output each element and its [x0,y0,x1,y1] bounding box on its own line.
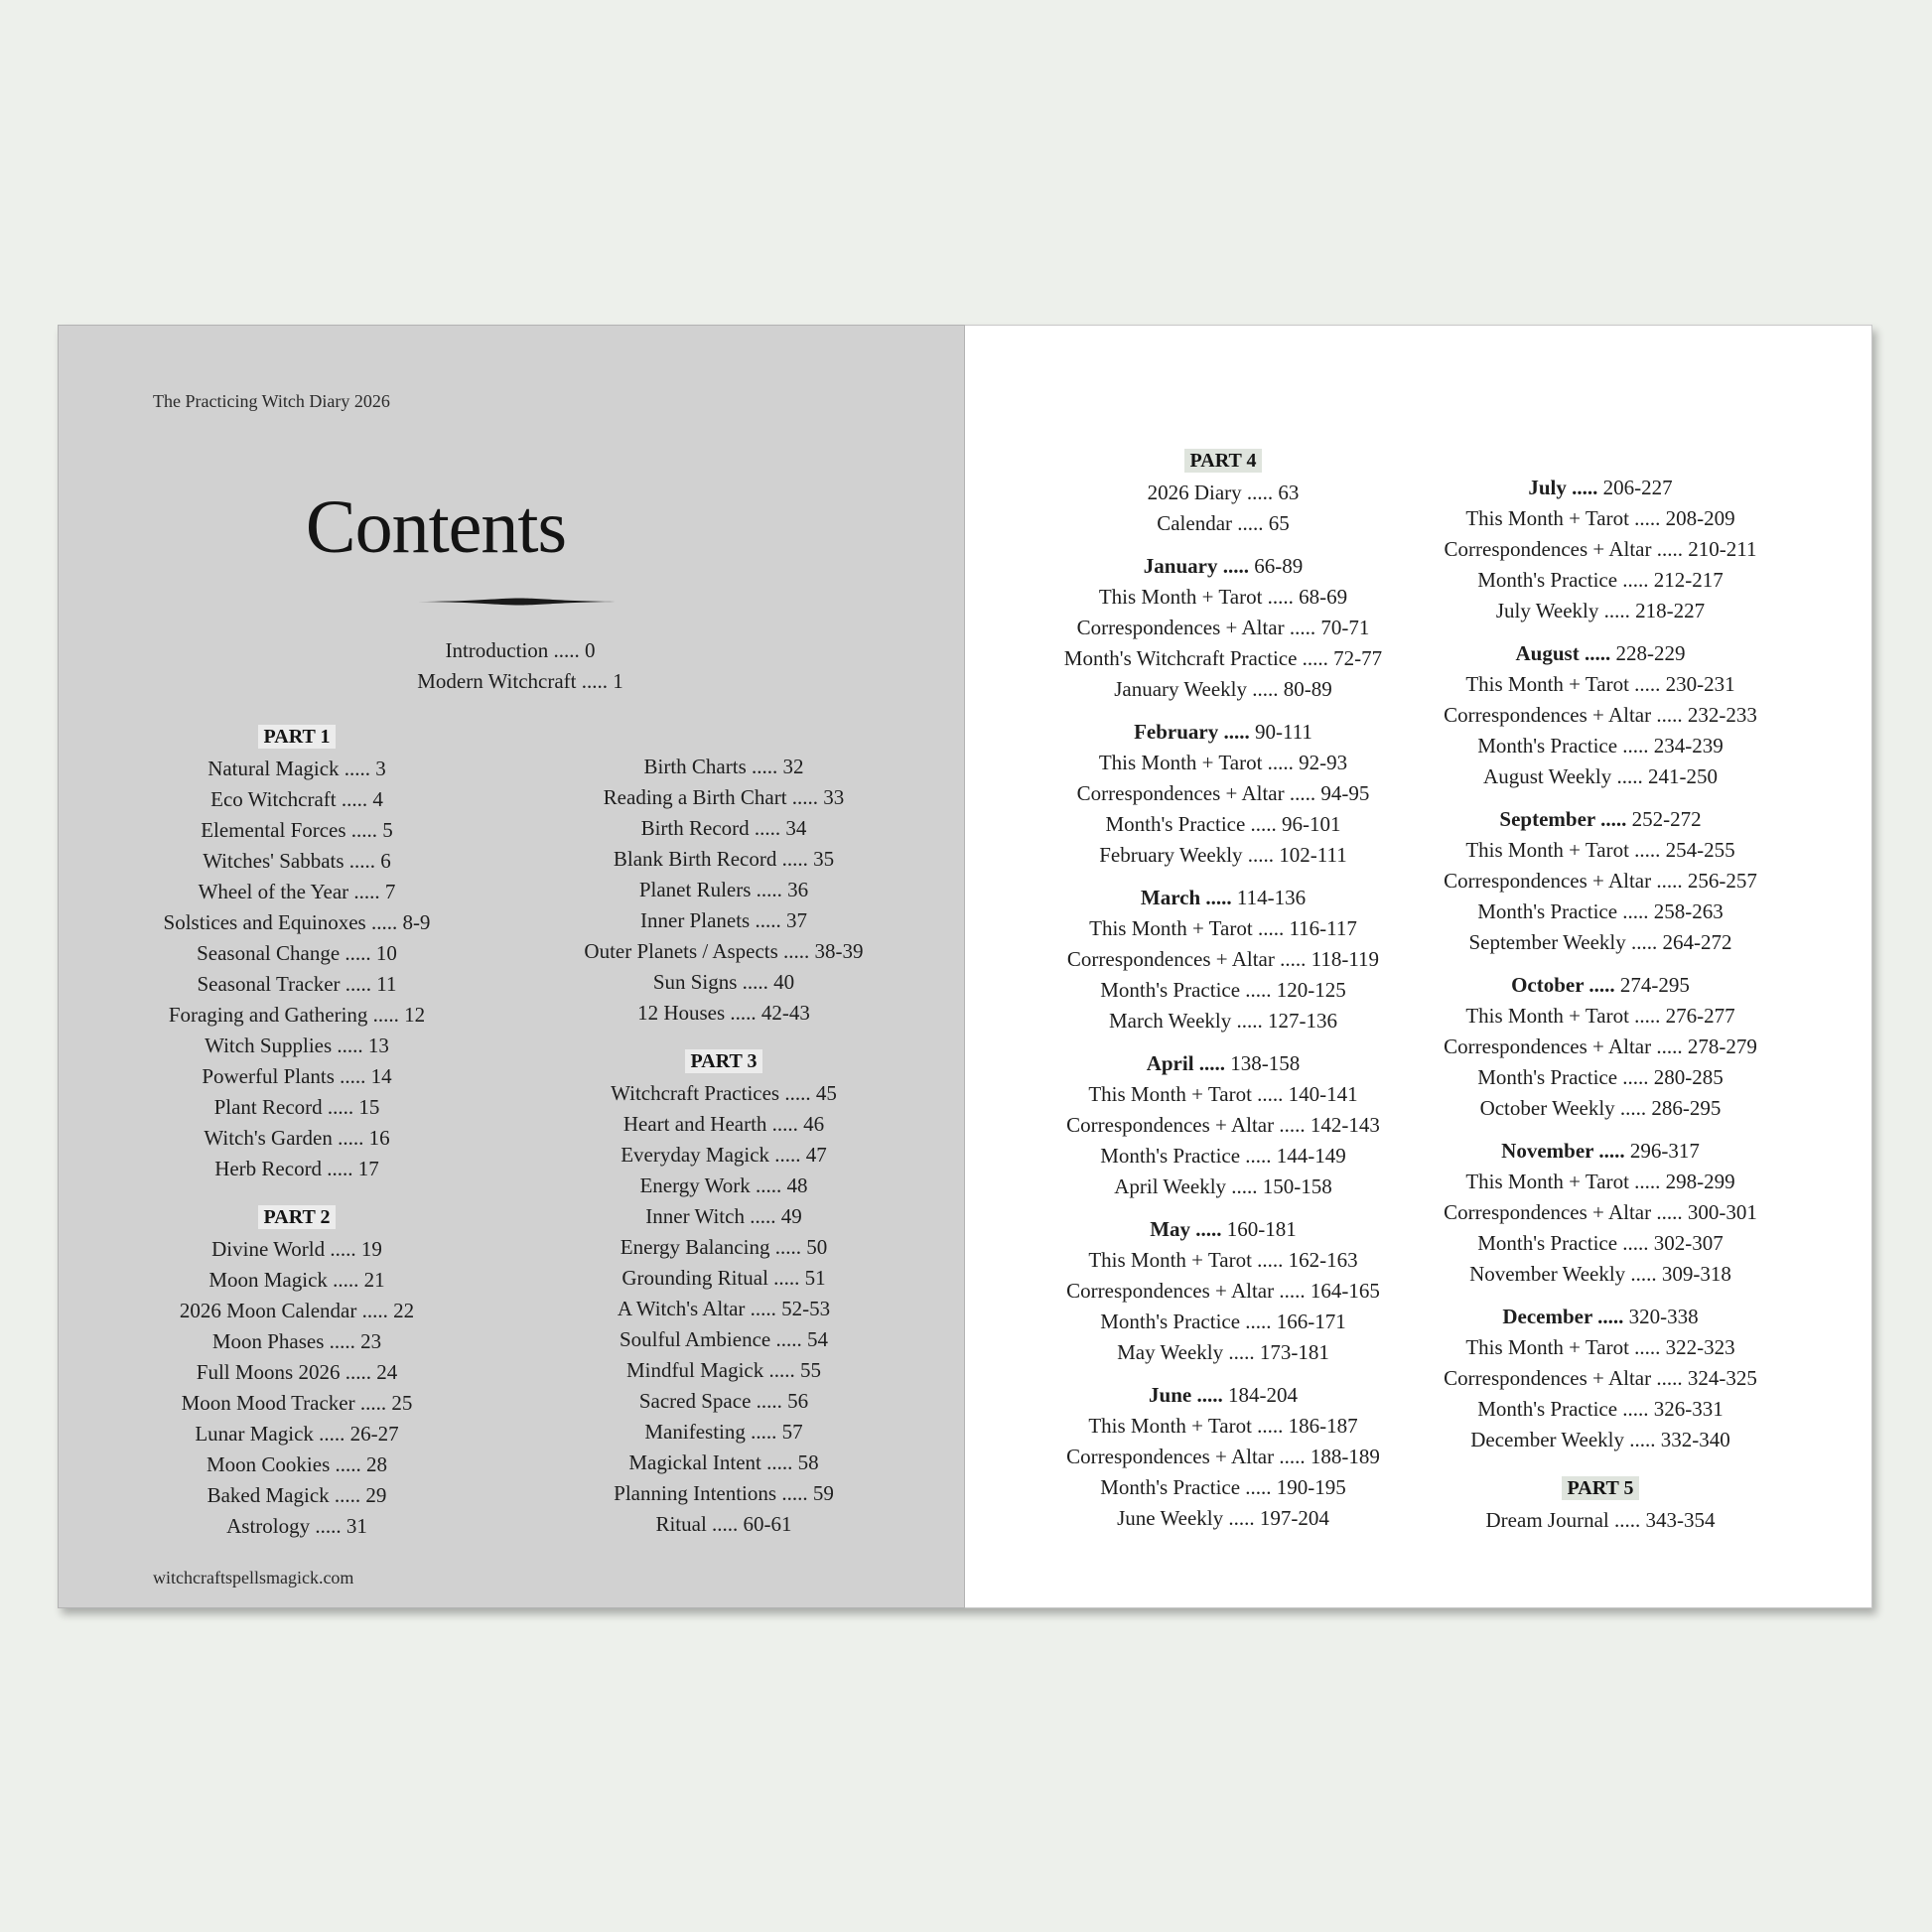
toc-entry[interactable]: Birth Charts ..... 32 [643,755,804,778]
toc-entry[interactable]: Blank Birth Record ..... 35 [613,847,835,871]
toc-entry[interactable]: Full Moons 2026 ..... 24 [196,1360,398,1384]
toc-entry[interactable]: Correspondences + Altar ..... 188-189 [1066,1445,1380,1468]
toc-entry[interactable]: April Weekly ..... 150-158 [1114,1174,1332,1198]
toc-entry[interactable]: Witchcraft Practices ..... 45 [611,1081,837,1105]
toc-entry[interactable]: Sun Signs ..... 40 [652,970,795,994]
toc-entry[interactable]: Month's Practice ..... 120-125 [1100,978,1346,1002]
toc-entry[interactable]: Month's Practice ..... 212-217 [1477,568,1724,592]
page-title: Contents [305,485,567,569]
toc-entry[interactable]: Month's Practice ..... 234-239 [1477,734,1724,758]
toc-entry[interactable]: Planet Rulers ..... 36 [638,878,809,901]
title-flourish-rule [418,597,621,607]
toc-entry[interactable]: This Month + Tarot ..... 276-277 [1465,1004,1735,1028]
toc-entry[interactable]: Inner Planets ..... 37 [640,908,807,932]
month-heading-january[interactable]: January ..... 66-89 [1143,554,1304,578]
toc-entry[interactable]: Heart and Hearth ..... 46 [622,1112,825,1136]
toc-entry[interactable]: Solstices and Equinoxes ..... 8-9 [163,910,431,934]
toc-entry[interactable]: Herb Record ..... 17 [214,1157,379,1180]
toc-entry[interactable]: November Weekly ..... 309-318 [1469,1262,1731,1286]
toc-entry[interactable]: Manifesting ..... 57 [644,1420,803,1444]
toc-entry[interactable]: Sacred Space ..... 56 [638,1389,809,1413]
toc-entry[interactable]: Plant Record ..... 15 [213,1095,380,1119]
toc-entry[interactable]: Correspondences + Altar ..... 164-165 [1066,1279,1380,1303]
toc-entry[interactable]: March Weekly ..... 127-136 [1108,1009,1338,1033]
toc-entry[interactable]: Mindful Magick ..... 55 [626,1358,821,1382]
toc-entry[interactable]: 2026 Moon Calendar ..... 22 [179,1299,415,1322]
toc-entry[interactable]: Foraging and Gathering ..... 12 [168,1003,426,1027]
toc-entry[interactable]: Month's Practice ..... 190-195 [1100,1475,1346,1499]
month-heading-june[interactable]: June ..... 184-204 [1149,1383,1298,1407]
toc-entry[interactable]: Witch Supplies ..... 13 [205,1034,389,1057]
toc-column-diary-first-half [1054,447,1392,1534]
toc-entry[interactable]: Month's Practice ..... 96-101 [1105,812,1341,836]
footer-url[interactable]: witchcraftspellsmagick.com [153,1568,354,1587]
part-3-heading: PART 3 [685,1049,763,1073]
part-1-heading: PART 1 [258,725,337,749]
toc-entry[interactable]: Correspondences + Altar ..... 70-71 [1076,616,1370,639]
toc-entry[interactable]: Witch's Garden ..... 16 [204,1126,390,1150]
toc-entry[interactable]: This Month + Tarot ..... 116-117 [1089,916,1357,940]
toc-entry[interactable]: This Month + Tarot ..... 230-231 [1465,672,1735,696]
toc-entry[interactable]: This Month + Tarot ..... 186-187 [1088,1414,1358,1438]
toc-entry[interactable]: Calendar ..... 65 [1157,511,1290,535]
toc-entry[interactable]: Month's Witchcraft Practice ..... 72-77 [1063,646,1383,670]
month-heading-april[interactable]: April ..... 138-158 [1146,1051,1301,1075]
toc-entry[interactable]: Soulful Ambience ..... 54 [620,1327,828,1351]
toc-entry[interactable]: Elemental Forces ..... 5 [201,818,393,842]
toc-entry[interactable]: A Witch's Altar ..... 52-53 [617,1297,831,1320]
toc-entry[interactable]: Correspondences + Altar ..... 232-233 [1444,703,1757,727]
toc-entry[interactable]: Correspondences + Altar ..... 300-301 [1444,1200,1757,1224]
toc-entry[interactable]: October Weekly ..... 286-295 [1479,1096,1722,1120]
month-heading-february[interactable]: February ..... 90-111 [1134,720,1312,744]
toc-entry[interactable]: This Month + Tarot ..... 322-323 [1465,1335,1735,1359]
toc-entry[interactable]: Month's Practice ..... 166-171 [1100,1310,1346,1333]
toc-entry[interactable]: Astrology ..... 31 [226,1514,367,1538]
part-5-heading: PART 5 [1562,1476,1640,1500]
toc-entry[interactable]: This Month + Tarot ..... 68-69 [1098,585,1348,609]
left-page [58,325,965,1608]
toc-entry[interactable]: Eco Witchcraft ..... 4 [210,787,383,811]
book-spread [58,325,1872,1608]
toc-entry[interactable]: Modern Witchcraft ..... 1 [417,669,623,693]
toc-entry[interactable]: Moon Cookies ..... 28 [206,1452,387,1476]
toc-entry[interactable]: This Month + Tarot ..... 140-141 [1088,1082,1358,1106]
toc-entry[interactable]: Moon Magick ..... 21 [208,1268,385,1292]
toc-entry[interactable]: Baked Magick ..... 29 [207,1483,387,1507]
toc-entry[interactable]: Inner Witch ..... 49 [645,1204,802,1228]
toc-entry[interactable]: Correspondences + Altar ..... 256-257 [1444,869,1757,893]
toc-column-middle [535,752,912,1540]
toc-entry[interactable]: Month's Practice ..... 302-307 [1477,1231,1724,1255]
toc-column-diary-second-half [1432,473,1769,1536]
toc-entry[interactable]: July Weekly ..... 218-227 [1495,599,1706,622]
part-2-heading: PART 2 [258,1205,337,1229]
month-heading-august[interactable]: August ..... 228-229 [1515,641,1686,665]
toc-entry[interactable]: Correspondences + Altar ..... 94-95 [1076,781,1370,805]
toc-entry[interactable]: Moon Phases ..... 23 [211,1329,382,1353]
toc-entry[interactable]: Correspondences + Altar ..... 142-143 [1066,1113,1380,1137]
toc-entry[interactable]: This Month + Tarot ..... 92-93 [1098,751,1348,774]
toc-entry[interactable]: Seasonal Change ..... 10 [197,941,397,965]
toc-column-left [138,723,456,1542]
toc-entry[interactable]: Correspondences + Altar ..... 278-279 [1444,1035,1757,1058]
toc-entry[interactable]: August Weekly ..... 241-250 [1483,764,1718,788]
toc-entry[interactable]: 2026 Diary ..... 63 [1147,481,1300,504]
toc-entry[interactable]: Correspondences + Altar ..... 324-325 [1444,1366,1757,1390]
toc-entry[interactable]: Energy Work ..... 48 [639,1173,808,1197]
month-heading-december[interactable]: December ..... 320-338 [1502,1305,1699,1328]
toc-entry[interactable]: Month's Practice ..... 326-331 [1477,1397,1724,1421]
toc-entry[interactable]: Wheel of the Year ..... 7 [198,880,396,903]
toc-entry[interactable]: Divine World ..... 19 [211,1237,382,1261]
right-page [965,325,1872,1608]
toc-entry[interactable]: Outer Planets / Aspects ..... 38-39 [584,939,864,963]
toc-entry[interactable]: Month's Practice ..... 280-285 [1477,1065,1724,1089]
toc-entry[interactable]: Magickal Intent ..... 58 [628,1450,819,1474]
toc-entry[interactable]: Correspondences + Altar ..... 210-211 [1444,537,1757,561]
month-heading-october[interactable]: October ..... 274-295 [1511,973,1690,997]
running-head: The Practicing Witch Diary 2026 [153,391,390,411]
toc-entry[interactable]: June Weekly ..... 197-204 [1117,1506,1329,1530]
month-heading-may[interactable]: May ..... 160-181 [1150,1217,1297,1241]
intro-list [307,635,734,697]
toc-entry[interactable]: December Weekly ..... 332-340 [1470,1428,1730,1451]
toc-entry[interactable]: This Month + Tarot ..... 298-299 [1465,1170,1735,1193]
toc-entry[interactable]: Energy Balancing ..... 50 [620,1235,828,1259]
part-4-heading: PART 4 [1184,449,1263,473]
toc-entry[interactable]: This Month + Tarot ..... 162-163 [1088,1248,1358,1272]
toc-entry[interactable]: Planning Intentions ..... 59 [614,1481,834,1505]
toc-entry[interactable]: September Weekly ..... 264-272 [1468,930,1732,954]
toc-entry[interactable]: Dream Journal ..... 343-354 [1485,1508,1716,1532]
month-heading-september[interactable]: September ..... 252-272 [1499,807,1702,831]
toc-entry[interactable]: Ritual ..... 60-61 [655,1512,792,1536]
toc-entry[interactable]: May Weekly ..... 173-181 [1117,1340,1329,1364]
month-heading-march[interactable]: March ..... 114-136 [1140,886,1307,909]
toc-entry[interactable]: Everyday Magick ..... 47 [621,1143,827,1167]
toc-entry[interactable]: Seasonal Tracker ..... 11 [197,972,397,996]
toc-entry[interactable]: Reading a Birth Chart ..... 33 [603,785,845,809]
toc-entry[interactable]: Lunar Magick ..... 26-27 [195,1422,399,1446]
toc-entry[interactable]: Month's Practice ..... 144-149 [1100,1144,1346,1168]
toc-entry[interactable]: Grounding Ritual ..... 51 [621,1266,826,1290]
toc-entry[interactable]: January Weekly ..... 80-89 [1114,677,1332,701]
toc-entry[interactable]: This Month + Tarot ..... 208-209 [1465,506,1735,530]
toc-entry[interactable]: Moon Mood Tracker ..... 25 [181,1391,413,1415]
toc-entry[interactable]: Month's Practice ..... 258-263 [1477,899,1724,923]
month-heading-november[interactable]: November ..... 296-317 [1501,1139,1700,1163]
toc-entry[interactable]: Introduction ..... 0 [445,638,596,662]
toc-entry[interactable]: 12 Houses ..... 42-43 [637,1001,810,1025]
toc-entry[interactable]: Powerful Plants ..... 14 [202,1064,392,1088]
toc-entry[interactable]: This Month + Tarot ..... 254-255 [1465,838,1735,862]
toc-entry[interactable]: Witches' Sabbats ..... 6 [203,849,391,873]
month-heading-july[interactable]: July ..... 206-227 [1528,476,1673,499]
toc-entry[interactable]: Natural Magick ..... 3 [207,757,386,780]
toc-entry[interactable]: February Weekly ..... 102-111 [1099,843,1347,867]
toc-entry[interactable]: Birth Record ..... 34 [640,816,807,840]
toc-entry[interactable]: Correspondences + Altar ..... 118-119 [1066,947,1380,971]
